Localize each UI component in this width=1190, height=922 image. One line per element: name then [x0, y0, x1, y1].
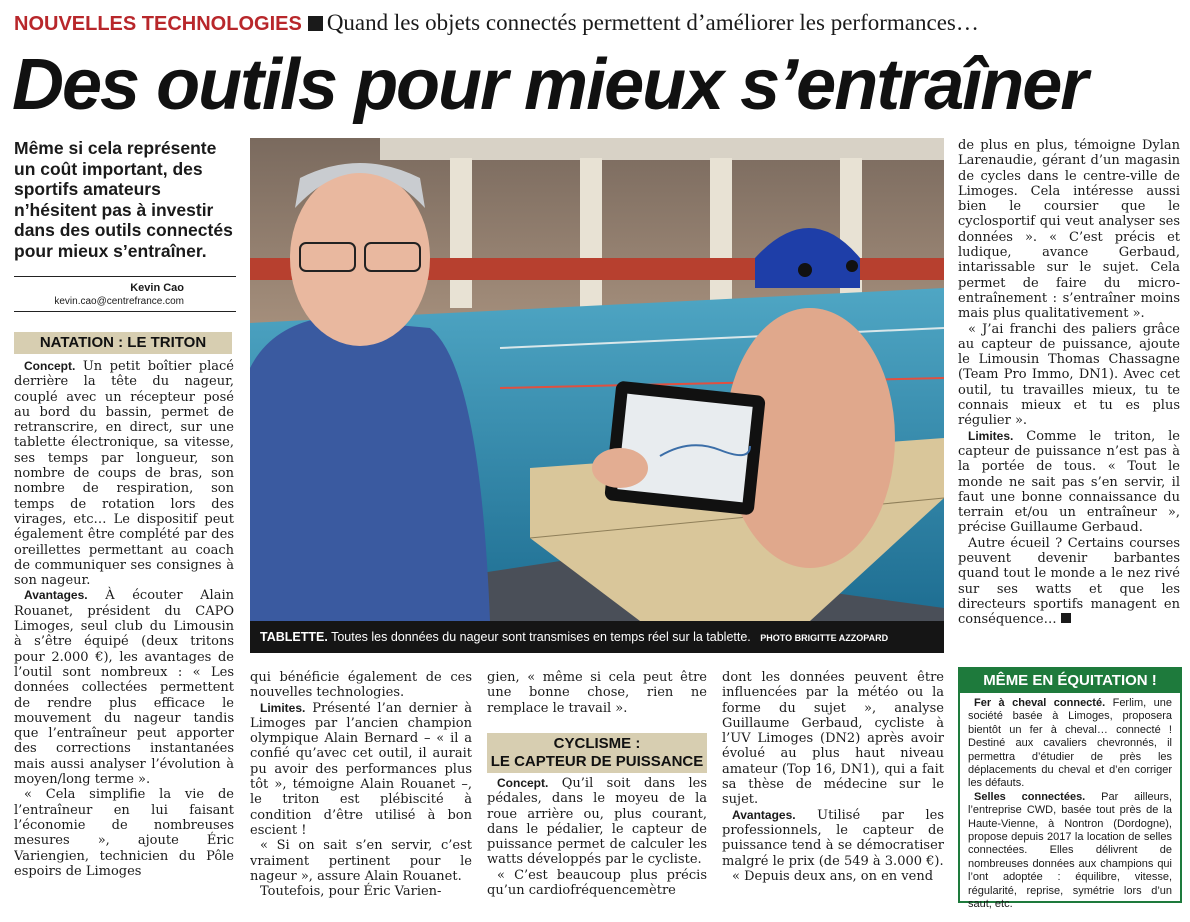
concept-paragraph	[487, 776, 707, 868]
box-label: Selles connectées.	[974, 790, 1086, 803]
kicker	[14, 10, 979, 37]
section-label: NOUVELLES TECHNOLOGIES	[14, 13, 302, 35]
article-column-3-bottom	[487, 776, 707, 915]
concept-paragraph	[14, 359, 234, 588]
avantages-label: Avantages.	[732, 807, 796, 822]
limites-text: Présenté l’an dernier à Limoges par l’ancien champion olympique Alain Bernard – « il a confié qu’avec cet outil, il aurait pu avoir des performances plus tôt », témoigne Alain Rouanet –, le triton est plébiscité à condition d’être utilisé à bon escient !	[250, 700, 472, 838]
section-heading-cyclisme	[487, 733, 707, 773]
swimming-pool-photo	[250, 138, 944, 621]
box-title: MÊME EN ÉQUITATION !	[960, 669, 1180, 693]
box-paragraph	[968, 697, 1172, 791]
box-text: Par ailleurs, l’entreprise CWD, basée tout près de la Haute-Vienne, à Nontron (Dordogne), propose depuis 2017 la location de selles connectées. Elles délivrent de nombreuses données aux champions qui l’ont adoptée : équilibre, vitesse, régularité, reprise, symétrie lors d’un saut, etc.	[968, 790, 1172, 911]
avantages-text: Utilisé par les professionnels, le capteur de puissance tend à se démocratiser malgré le prix (de 549 à 3.000 €).	[722, 807, 944, 869]
article-column-2	[250, 670, 472, 915]
article-column-4	[722, 670, 944, 915]
continuation-paragraph: gien, « même si cela peut être une bonne chose, rien ne remplace le travail ».	[487, 670, 707, 716]
avantages-paragraph	[722, 808, 944, 869]
deck-text: Quand les objets connectés permettent d’améliorer les performances…	[326, 10, 979, 35]
limites-label: Limites.	[968, 428, 1014, 443]
author-name: Kevin Cao	[130, 282, 184, 294]
concept-text: Un petit boîtier placé derrière la tête du nageur, couplé avec un récepteur posé au bord du bassin, permet de retranscrire, en direct, sur une tablette électronique, sa vitesse, ses temps par longueur, son nombre de coups de bras, son nombre de respiration, son temps de rotation lors des virages, etc… Le dispositif peut également être complété par des oreillettes permettant au coach de communiquer ses consignes à son nageur.	[14, 359, 234, 589]
continuation-paragraph: de plus en plus, témoigne Dylan Larenaudie, gérant d’un magasin de cycles dans le centre-ville de Limoges. Cela intéresse aussi bien le coursier que le cyclosportif qui veut analyser ses données ». « C’est précis et ludique, avance Gerbaud, intarissable sur le sujet. Cela permet de faire du micro-entraînement : s’entraîner moins mais plus qualitativement ».	[958, 138, 1180, 322]
heading-line-2: LE CAPTEUR DE PUISSANCE	[490, 753, 704, 770]
article-column-5	[958, 138, 1180, 658]
end-mark-icon	[1061, 613, 1071, 623]
box-text: Ferlim, une société basée à Limoges, proposera bientôt un fer à cheval… connecté ! Destiné aux cavaliers chevronnés, il permettra d’étudier de près les déplacements du cheval et d’en corriger les défauts.	[968, 697, 1172, 790]
concept-text: Qu’il soit dans les pédales, dans le moyeu de la roue arrière ou, plus courant, dans le pédalier, le capteur de puissance permet de calculer les watts développés par le cycliste.	[487, 776, 707, 868]
square-bullet-icon	[308, 16, 323, 31]
heading-line-1: CYCLISME :	[553, 735, 641, 752]
lead-paragraph: Même si cela représente un coût important, des sportifs amateurs n’hésitent pas à investir dans des outils connectés pour mieux s’entraîner.	[14, 138, 233, 261]
box-body	[960, 693, 1180, 916]
closing-paragraph	[958, 536, 1180, 628]
box-paragraph	[968, 791, 1172, 912]
pool-photo-illustration	[250, 138, 944, 621]
concept-label: Concept.	[24, 359, 76, 373]
caption-text: Toutes les données du nageur sont transmises en temps réel sur la tablette.	[331, 630, 751, 644]
limites-paragraph	[958, 429, 1180, 536]
concept-label: Concept.	[497, 776, 549, 790]
avantages-text: À écouter Alain Rouanet, président du CAPO Limoges, seul club du Limousin à s’être équipé (deux tritons pour 2.000 €), les avantages de l’outil sont nombreux : « Les données collectées permettent de rendre plus efficace le mouvement du nageur tandis que l’entraîneur peut apporter des corrections instantanées mais aussi analyser l’évolution à moyen/long terme ».	[14, 588, 234, 788]
quote-paragraph: « Cela simplifie la vie de l’entraîneur en lui faisant l’économie de nombreuses mesures », ajoute Éric Variengien, technicien du Pôle espoirs de Limoges	[14, 787, 234, 879]
article-column-1	[14, 359, 234, 915]
continuation-paragraph: dont les données peuvent être influencées par la météo ou la forme du sujet », analyse Guillaume Gerbaud, cycliste à l’UV Limoges (DN2) après avoir évolué au plus haut niveau amateur (Top 16, DN1), qui a fait sa thèse de médecine sur le sujet.	[722, 670, 944, 808]
quote-paragraph: Toutefois, pour Éric Varien-	[260, 884, 442, 900]
section-heading-natation: NATATION : LE TRITON	[14, 332, 232, 354]
headline: Des outils pour mieux s’entraîner	[12, 45, 1087, 125]
caption-label: TABLETTE.	[260, 630, 328, 644]
limites-paragraph	[250, 701, 472, 839]
continuation-paragraph: qui bénéficie également de ces nouvelles technologies.	[250, 670, 472, 701]
limites-text: Comme le triton, le capteur de puissance n’est pas à la portée de tous. « Tout le monde ne sait pas s’en servir, il faut une bonne connaissance du terrain et/ou un entraîneur », précise Guillaume Gerbaud.	[958, 428, 1180, 536]
photo-credit: PHOTO BRIGITTE AZZOPARD	[760, 633, 889, 643]
quote-paragraph: « J’ai franchi des paliers grâce au capteur de puissance, ajoute le Limousin Thomas Chassagne (Team Pro Immo, DN1). Avec cet outil, tu travailles mieux, tu te connais mieux et tu es plus régulier ».	[958, 321, 1180, 429]
byline	[14, 276, 236, 312]
closing-text: Autre écueil ? Certains courses peuvent devenir barbantes quand tout le monde a le nez rivé sur ses watts et que les directeurs sportifs managent en conséquence…	[958, 535, 1180, 628]
avantages-label: Avantages.	[24, 588, 88, 603]
author-email: kevin.cao@centrefrance.com	[54, 296, 184, 307]
quote-paragraph: « C’est beaucoup plus précis qu’un cardiofréquencemètre	[487, 867, 707, 899]
quote-paragraph: « Depuis deux ans, on en vend	[732, 868, 934, 884]
article-column-3-top	[487, 670, 707, 732]
photo-caption	[250, 621, 944, 653]
sidebar-box-equitation	[958, 667, 1182, 911]
quote-paragraph: « Si on sait s’en servir, c’est vraiment pertinent pour le nageur », assure Alain Rouanet.	[250, 838, 472, 884]
box-label: Fer à cheval connecté.	[974, 697, 1106, 709]
avantages-paragraph	[14, 588, 234, 787]
limites-label: Limites.	[260, 700, 306, 715]
